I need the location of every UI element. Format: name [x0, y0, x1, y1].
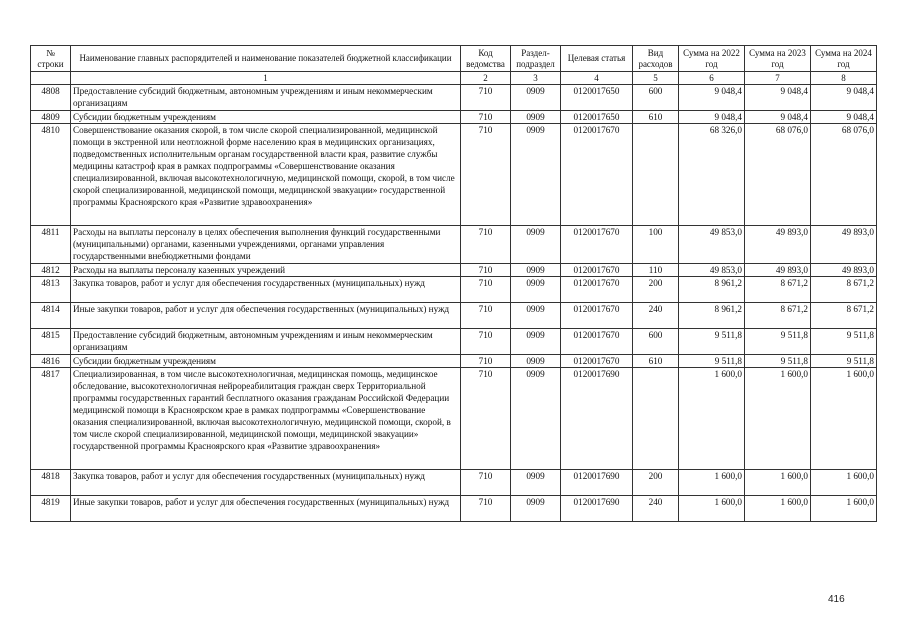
row-target: 0120017670: [561, 303, 633, 329]
row-target: 0120017690: [561, 470, 633, 496]
col-number: 4: [561, 72, 633, 85]
row-sum-2024: 68 076,0: [811, 124, 877, 226]
row-target: 0120017670: [561, 124, 633, 226]
col-number: 5: [633, 72, 679, 85]
row-sum-2023: 68 076,0: [745, 124, 811, 226]
row-name: Расходы на выплаты персоналу в целях обеспечения выполнения функций государственными (муниципальными) органами, казенными учреждениями, органами управления государственными внебюджетными фондами: [71, 226, 461, 264]
row-exp-type: [633, 124, 679, 226]
row-name: Иные закупки товаров, работ и услуг для обеспечения государственных (муниципальных) нужд: [71, 303, 461, 329]
row-sum-2022: 9 048,4: [679, 111, 745, 124]
row-sum-2023: 1 600,0: [745, 470, 811, 496]
row-name: Иные закупки товаров, работ и услуг для обеспечения государственных (муниципальных) нужд: [71, 496, 461, 522]
row-target: 0120017650: [561, 111, 633, 124]
row-target: 0120017670: [561, 355, 633, 368]
row-number: 4810: [31, 124, 71, 226]
header-dept: Код ведомства: [461, 46, 511, 72]
row-sum-2022: 49 853,0: [679, 226, 745, 264]
table-row: [31, 368, 877, 470]
row-sum-2022: 1 600,0: [679, 496, 745, 522]
row-name: Расходы на выплаты персоналу казенных учреждений: [71, 264, 461, 277]
row-section: 0909: [511, 303, 561, 329]
header-sum-2022: Сумма на 2022 год: [679, 46, 745, 72]
row-exp-type: 600: [633, 329, 679, 355]
row-section: 0909: [511, 470, 561, 496]
col-number: 2: [461, 72, 511, 85]
row-section: 0909: [511, 111, 561, 124]
header-row: [31, 46, 877, 72]
row-dept: 710: [461, 124, 511, 226]
row-exp-type: 240: [633, 303, 679, 329]
row-number: 4809: [31, 111, 71, 124]
table-row: [31, 124, 877, 226]
row-sum-2024: 49 893,0: [811, 264, 877, 277]
table-header: [31, 46, 877, 85]
row-name: Предоставление субсидий бюджетным, автономным учреждениям и иным некоммерческим организациям: [71, 85, 461, 111]
row-sum-2022: 49 853,0: [679, 264, 745, 277]
row-target: 0120017670: [561, 264, 633, 277]
row-dept: 710: [461, 368, 511, 470]
row-sum-2023: 1 600,0: [745, 496, 811, 522]
row-name: Закупка товаров, работ и услуг для обеспечения государственных (муниципальных) нужд: [71, 277, 461, 303]
row-sum-2024: 9 511,8: [811, 355, 877, 368]
row-number: 4808: [31, 85, 71, 111]
header-exp-type: Вид расходов: [633, 46, 679, 72]
row-sum-2022: 8 961,2: [679, 277, 745, 303]
row-exp-type: 200: [633, 277, 679, 303]
row-name: Совершенствование оказания скорой, в том числе скорой специализированной, медицинской помощи в экстренной или неотложной форме населению края в медицинских организациях, подведомственных исполнительным органам государственной власти края, развитие службы медицины катастроф края в рамках подпрограммы «Совершенствование оказания специализированной, включая высокотехнологичную, медицинской помощи, скорой, в том числе скорой специализированной, медицинской помощи, медицинской эвакуации» государственной программы Красноярского края «Развитие здравоохранения»: [71, 124, 461, 226]
row-target: 0120017670: [561, 277, 633, 303]
row-number: 4819: [31, 496, 71, 522]
row-number: 4815: [31, 329, 71, 355]
row-sum-2023: 9 048,4: [745, 111, 811, 124]
row-target: 0120017690: [561, 368, 633, 470]
row-dept: 710: [461, 329, 511, 355]
row-number: 4812: [31, 264, 71, 277]
row-section: 0909: [511, 124, 561, 226]
row-section: 0909: [511, 264, 561, 277]
row-sum-2022: 8 961,2: [679, 303, 745, 329]
row-exp-type: 240: [633, 496, 679, 522]
row-number: 4814: [31, 303, 71, 329]
header-name: Наименование главных распорядителей и наименование показателей бюджетной классификации: [71, 46, 461, 72]
row-exp-type: 100: [633, 226, 679, 264]
row-sum-2023: 9 511,8: [745, 329, 811, 355]
col-number: 1: [71, 72, 461, 85]
row-sum-2024: 49 893,0: [811, 226, 877, 264]
row-section: 0909: [511, 329, 561, 355]
row-sum-2022: 9 511,8: [679, 329, 745, 355]
row-section: 0909: [511, 496, 561, 522]
row-exp-type: 110: [633, 264, 679, 277]
row-exp-type: 600: [633, 85, 679, 111]
header-sum-2024: Сумма на 2024 год: [811, 46, 877, 72]
row-sum-2024: 9 511,8: [811, 329, 877, 355]
row-name: Субсидии бюджетным учреждениям: [71, 111, 461, 124]
row-name: Предоставление субсидий бюджетным, автономным учреждениям и иным некоммерческим организациям: [71, 329, 461, 355]
row-exp-type: 610: [633, 355, 679, 368]
table-row: [31, 264, 877, 277]
table-body: [31, 85, 877, 522]
row-section: 0909: [511, 368, 561, 470]
row-dept: 710: [461, 496, 511, 522]
column-number-row: [31, 72, 877, 85]
row-number: 4817: [31, 368, 71, 470]
row-dept: 710: [461, 111, 511, 124]
table-row: [31, 496, 877, 522]
row-sum-2023: 8 671,2: [745, 303, 811, 329]
row-sum-2022: 9 048,4: [679, 85, 745, 111]
row-sum-2024: 1 600,0: [811, 470, 877, 496]
table-row: [31, 470, 877, 496]
table-row: [31, 277, 877, 303]
row-dept: 710: [461, 277, 511, 303]
row-dept: 710: [461, 303, 511, 329]
row-number: 4818: [31, 470, 71, 496]
row-dept: 710: [461, 85, 511, 111]
row-exp-type: [633, 368, 679, 470]
header-target: Целевая статья: [561, 46, 633, 72]
page-number: 416: [828, 594, 845, 605]
row-sum-2024: 9 048,4: [811, 111, 877, 124]
row-name: Специализированная, в том числе высокотехнологичная, медицинская помощь, медицинское обследование, высокотехнологичная нейрореабилитация граждан сверх Территориальной программы государственных гарантий бесплатного оказания гражданам Российской Федерации медицинской помощи в Красноярском крае в рамках подпрограммы «Совершенствование оказания специализированной, включая высокотехнологичную, медицинской помощи, скорой, в том числе скорой специализированной, медицинской помощи, медицинской эвакуации» государственной программы Красноярского края «Развитие здравоохранения»: [71, 368, 461, 470]
row-number: 4813: [31, 277, 71, 303]
row-sum-2023: 49 893,0: [745, 264, 811, 277]
row-exp-type: 200: [633, 470, 679, 496]
row-sum-2023: 9 511,8: [745, 355, 811, 368]
col-number: 6: [679, 72, 745, 85]
row-dept: 710: [461, 264, 511, 277]
table-row: [31, 303, 877, 329]
row-sum-2024: 1 600,0: [811, 496, 877, 522]
table-row: [31, 355, 877, 368]
row-dept: 710: [461, 470, 511, 496]
header-sum-2023: Сумма на 2023 год: [745, 46, 811, 72]
col-number: [31, 72, 71, 85]
row-target: 0120017650: [561, 85, 633, 111]
row-sum-2023: 9 048,4: [745, 85, 811, 111]
row-target: 0120017690: [561, 496, 633, 522]
row-sum-2024: 8 671,2: [811, 303, 877, 329]
row-sum-2023: 1 600,0: [745, 368, 811, 470]
row-number: 4811: [31, 226, 71, 264]
table-row: [31, 85, 877, 111]
row-target: 0120017670: [561, 329, 633, 355]
row-section: 0909: [511, 355, 561, 368]
row-number: 4816: [31, 355, 71, 368]
row-sum-2022: 68 326,0: [679, 124, 745, 226]
row-sum-2022: 1 600,0: [679, 368, 745, 470]
row-sum-2024: 8 671,2: [811, 277, 877, 303]
row-section: 0909: [511, 277, 561, 303]
row-sum-2023: 49 893,0: [745, 226, 811, 264]
row-name: Субсидии бюджетным учреждениям: [71, 355, 461, 368]
col-number: 8: [811, 72, 877, 85]
row-sum-2024: 9 048,4: [811, 85, 877, 111]
header-section: Раздел-подраздел: [511, 46, 561, 72]
row-sum-2024: 1 600,0: [811, 368, 877, 470]
row-sum-2023: 8 671,2: [745, 277, 811, 303]
row-dept: 710: [461, 226, 511, 264]
row-sum-2022: 9 511,8: [679, 355, 745, 368]
row-exp-type: 610: [633, 111, 679, 124]
budget-table: [30, 45, 877, 522]
header-row-num: № строки: [31, 46, 71, 72]
col-number: 3: [511, 72, 561, 85]
table-row: [31, 226, 877, 264]
row-sum-2022: 1 600,0: [679, 470, 745, 496]
row-dept: 710: [461, 355, 511, 368]
table-row: [31, 329, 877, 355]
col-number: 7: [745, 72, 811, 85]
table-row: [31, 111, 877, 124]
row-target: 0120017670: [561, 226, 633, 264]
row-section: 0909: [511, 226, 561, 264]
row-name: Закупка товаров, работ и услуг для обеспечения государственных (муниципальных) нужд: [71, 470, 461, 496]
row-section: 0909: [511, 85, 561, 111]
